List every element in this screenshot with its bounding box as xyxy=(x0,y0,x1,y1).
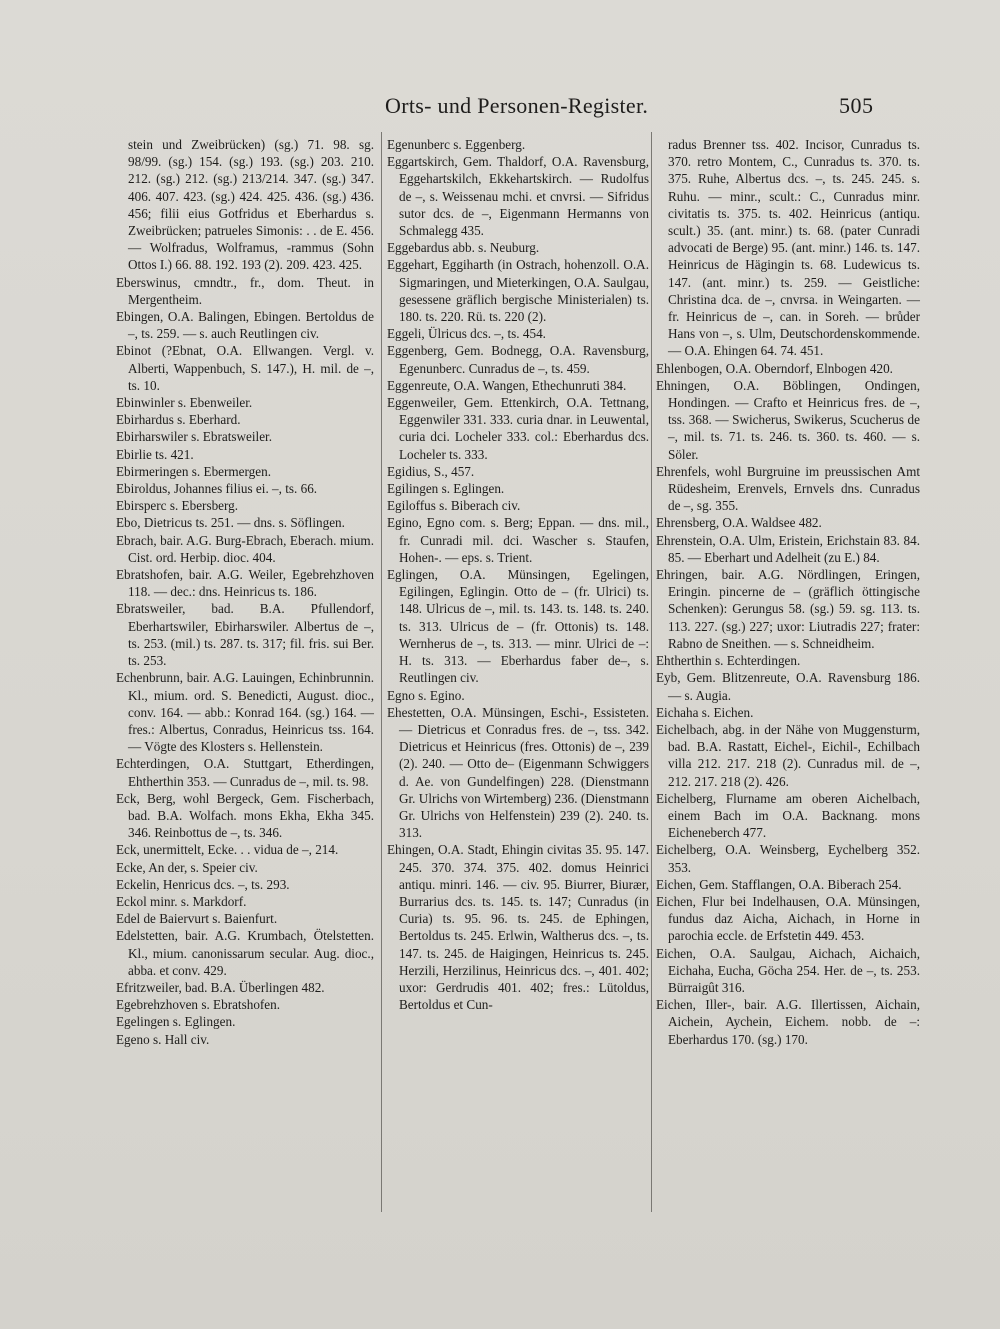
register-entry: Eichen, O.A. Saulgau, Aichach, Aichaich, Eichaha, Eucha, Göcha 254. Her. de –, ts. 253. Bürraigût 316. xyxy=(656,945,920,995)
register-entry: Egelingen s. Eglingen. xyxy=(116,1014,236,1030)
register-entry: Ebratshofen, bair. A.G. Weiler, Egebrehzhoven 118. — dec.: dns. Heinricus ts. 186. xyxy=(116,567,374,600)
register-entry: Ehingen, O.A. Stadt, Ehingin civitas 35. 95. 147. 245. 370. 374. 375. 402. domus Heinrici antiqu. minri. 146. — civ. 95. Biurrer, Biurær, Burrarius dcs. ts. 145. ts. 147; Cunradus (in Curia) ts. 95. 96. ts. 245. de Ephingen, Bertoldus ts. 245. Erlwin, Waltherus dcs. –, ts. 147. ts. 245. de Haigingen, Heinricus ts. 245. Herzili, Herzilinus, Heinricus dcs. –, 401. 402; uxor: Gerdrudis 401. 402; fres.: Lütoldus, Bertoldus et Cun- xyxy=(387,842,649,1013)
register-entry: Egiloffus s. Biberach civ. xyxy=(387,498,521,514)
register-entry: Eglingen, O.A. Münsingen, Egelingen, Egilingen, Eglingin. Otto de – (fr. Ulrici) ts. 148. Ulricus de –, mil. ts. 143. ts. 148. ts. 240. ts. 313. Ulricus de – (fr. Ottonis) ts. 148. Wernherus de –, ts. 313. — minr. Ulrici de –: H. ts. 313. — Eberhardus faber de–, s. Reutlingen civ. xyxy=(387,567,649,686)
register-entry: Eichelbach, abg. in der Nähe von Muggensturm, bad. B.A. Rastatt, Eichel-, Eichil-, Echilbach villa 212. 217. 218 (2). Cunradus mil. de –, 212. 217. 218 (2). 426. xyxy=(656,721,920,789)
register-entry: Eggenberg, Gem. Bodnegg, O.A. Ravensburg, Egenunberc. Cunradus de –, ts. 459. xyxy=(387,343,649,376)
register-entry: Ebirsperc s. Ebersberg. xyxy=(116,498,239,514)
register-entry: Efritzweiler, bad. B.A. Überlingen 482. xyxy=(116,979,325,995)
register-entry: Eggenreute, O.A. Wangen, Ethechunruti 384. xyxy=(387,377,627,393)
register-entry: Eyb, Gem. Blitzenreute, O.A. Ravensburg 186. — s. Augia. xyxy=(656,670,920,703)
page-number: 505 xyxy=(839,93,874,118)
register-entry: Eckelin, Henricus dcs. –, ts. 293. xyxy=(116,876,290,892)
register-entry: Echterdingen, O.A. Stuttgart, Etherdingen, Ehtherthin 353. — Cunradus de –, mil. ts. 98. xyxy=(116,756,374,789)
register-entry: Ebrach, bair. A.G. Burg-Ebrach, Eberach. mium. Cist. ord. Herbip. dioc. 404. xyxy=(116,532,374,565)
register-entry: Eck, Berg, wohl Bergeck, Gem. Fischerbach, bad. B.A. Wolfach. mons Ekha, Ekha 345. 346. Reinbottus de –, ts. 346. xyxy=(116,790,374,841)
register-entry: Egno s. Egino. xyxy=(387,687,465,703)
register-entry: Ehrenfels, wohl Burgruine im preussischen Amt Rüdesheim, Erenvels, Ernvels dns. Cunradus de –, sg. 355. xyxy=(656,463,920,514)
register-entry: Eberswinus, cmndtr., fr., dom. Theut. in Mergentheim. xyxy=(116,274,374,307)
register-entry: Ehtherthin s. Echterdingen. xyxy=(656,653,801,669)
register-entry: Eggebardus abb. s. Neuburg. xyxy=(387,240,540,256)
register-entry: Eichen, Gem. Stafflangen, O.A. Biberach 254. xyxy=(656,876,902,892)
register-entry: Eichelberg, Flurname am oberen Aichelbach, einem Bach im O.A. Backnang. mons Eicheneberch 477. xyxy=(656,790,920,841)
register-entry: Eichen, Flur bei Indelhausen, O.A. Münsingen, fundus daz Aicha, Aichach, in Horne in parochia eccle. de Erfstetin 449. 453. xyxy=(656,893,920,944)
register-entry: Edelstetten, bair. A.G. Krumbach, Ötelstetten. Kl., mium. canonissarum secular. Aug. dioc., abba. et conv. 429. xyxy=(116,928,374,978)
register-entry: Ehrensberg, O.A. Waldsee 482. xyxy=(656,515,822,531)
register-entry: Eggehart, Eggiharth (in Ostrach, hohenzoll. O.A. Sigmaringen, und Mieterkingen, O.A. Saulgau, gesessene gräflich bergische Ministerialen) ts. 180. ts. 220. Rü. ts. 220 (2). xyxy=(387,257,649,325)
register-entry: Egebrehzhoven s. Ebratshofen. xyxy=(116,997,281,1013)
register-entry: Eggeli, Ülricus dcs. –, ts. 454. xyxy=(387,326,546,342)
register-entry: Ebingen, O.A. Balingen, Ebingen. Bertoldus de –, ts. 259. — s. auch Reutlingen civ. xyxy=(116,309,374,342)
register-entry: Eichaha s. Eichen. xyxy=(656,704,754,720)
register-entry: Egilingen s. Eglingen. xyxy=(387,481,505,497)
register-entry: Ehningen, O.A. Böblingen, Ondingen, Hondingen. — Crafto et Heinricus fres. de –, tss. 368. — Swicherus, Swikerus, Scucherus de –, mil. ts. 71. ts. 246. ts. 360. ts. 460. — s. Söler. xyxy=(656,377,920,462)
register-entry: Echenbrunn, bair. A.G. Lauingen, Echinbrunnin. Kl., mium. ord. S. Benedicti, August. dioc., conv. 164. — abb.: Konrad 164. (sg.) 164. — fres.: Albertus, Conradus, Heinricus tss. 164. — Vögte des Klosters s. Hellenstein. xyxy=(116,670,374,755)
column-rule xyxy=(381,132,382,1212)
register-entry: Edel de Baiervurt s. Baienfurt. xyxy=(116,911,278,927)
register-entry: Ebratsweiler, bad. B.A. Pfullendorf, Eberhartswiler, Ebirharswiler. Albertus de –, ts. 253. (mil.) ts. 287. ts. 317; fil. fris. sui Ber. ts. 253. xyxy=(116,601,374,669)
register-entry: Ehringen, bair. A.G. Nördlingen, Eringen, Eringin. pincerne de – (gräflich öttingische Schenken): Gerungus 58. (sg.) 59. sg. 113. ts. 113. 227. (sg.) 227; uxor: Liutradis 227; frater: Rabno de Sneithen. — s. Schneidheim. xyxy=(656,567,920,651)
register-entry: Egeno s. Hall civ. xyxy=(116,1031,210,1047)
register-entry: Eichen, Iller-, bair. A.G. Illertissen, Aichain, Aichein, Aychein, Eichem. nobb. de –: Eberhardus 170. (sg.) 170. xyxy=(656,997,920,1047)
register-entry: stein und Zweibrücken) (sg.) 71. 98. sg. 98/99. (sg.) 154. (sg.) 193. (sg.) 203. 210. 212. (sg.) 212. (sg.) 213/214. 347. (sg.) 347. 406. 407. 423. (sg.) 424. 425. 436. (sg.) 436. 456; filii eius Gotfridus et Eberhardus s. Zweibrücken; patrueles Simonis: . . de E. 456. — Wolfradus, Wolframus, -rammus (Sohn Ottos I.) 66. 88. 192. 193 (2). 209. 423. 425. xyxy=(128,137,374,273)
register-entry: Eckol minr. s. Markdorf. xyxy=(116,893,247,909)
register-entry: Ehlenbogen, O.A. Oberndorf, Elnbogen 420. xyxy=(656,360,893,376)
register-entry: Eggenweiler, Gem. Ettenkirch, O.A. Tettnang, Eggenwiler 331. 333. curia dnar. in Leuwental, curia dci. Locheler 333. col.: Eberhardus dcs. Locheler ts. 333. xyxy=(387,395,649,462)
register-entry: Ebiroldus, Johannes filius ei. –, ts. 66. xyxy=(116,481,318,497)
register-entry: Ebirlie ts. 421. xyxy=(116,446,194,462)
register-entry: Ebinot (?Ebnat, O.A. Ellwangen. Vergl. v. Alberti, Wappenbuch, S. 147.), H. mil. de –, ts. 10. xyxy=(116,343,374,393)
register-entry: Ebirhardus s. Eberhard. xyxy=(116,412,241,428)
register-entry: radus Brenner tss. 402. Incisor, Cunradus ts. 370. retro Montem, C., Cunradus ts. 370. ts. 375. Ruhe, Albertus dcs. –, ts. 245. 245. s. Ruhu. — minr., scult.: C., Cunradus minr. civitatis ts. 375. ts. 402. Heinricus (antiqu. scult.) 35. (ant. minr.) ts. 68. (pater Cunradi advocati de Berge) 95. (ant. minr.) 146. ts. 147. Heinricus de Hägingin ts. 68. Ludewicus ts. 147. (ant. minr.) ts. 259. — Geistliche: Christina dca. de –, cnvrsa. in Weingarten. — fr. Heinricus de –, can. in Soreh. — brůder Hans von –, s. Ulm, Deutschordenskommende. — O.A. Ehingen 64. 74. 451. xyxy=(668,137,920,359)
register-entry: Ecke, An der, s. Speier civ. xyxy=(116,859,258,875)
register-column-1 xyxy=(116,136,374,1048)
register-entry: Eichelberg, O.A. Weinsberg, Eychelberg 352. 353. xyxy=(656,842,920,875)
register-entry: Eck, unermittelt, Ecke. . . vidua de –, 214. xyxy=(116,842,339,858)
register-entry: Eggartskirch, Gem. Thaldorf, O.A. Ravensburg, Eggehartskilch, Ekkehartskirch. — Rudolfus de –, s. Weissenau mchi. et cnvrsi. — Sifridus sutor dcs. de –, Eigenmann Hermanns von Schmalegg 435. xyxy=(387,154,649,239)
register-entry: Ebirmeringen s. Ebermergen. xyxy=(116,463,272,479)
register-entry: Ebinwinler s. Ebenweiler. xyxy=(116,395,253,411)
register-entry: Ebo, Dietricus ts. 251. — dns. s. Söflingen. xyxy=(116,515,345,531)
column-rule xyxy=(651,132,652,1212)
register-entry: Egino, Egno com. s. Berg; Eppan. — dns. mil., fr. Cunradi mil. dci. Wascher s. Staufen, Hohen-. — eps. s. Trient. xyxy=(387,515,649,565)
register-entry: Egidius, S., 457. xyxy=(387,463,475,479)
register-column-2 xyxy=(387,136,649,1013)
register-entry: Ebirharswiler s. Ebratsweiler. xyxy=(116,429,273,445)
running-title: Orts- und Personen-Register. xyxy=(385,93,649,118)
register-entry: Ehrenstein, O.A. Ulm, Eristein, Erichstain 83. 84. 85. — Eberhart und Adelheit (zu E.) 84. xyxy=(656,532,920,565)
register-entry: Egenunberc s. Eggenberg. xyxy=(387,137,526,152)
register-column-3 xyxy=(656,136,920,1048)
register-entry: Ehestetten, O.A. Münsingen, Eschi-, Essisteten. — Dietricus et Conradus fres. de –, tss. 342. Dietricus et Heinricus (fres. Ottonis) de –, 239 (2). 240. — Otto de– (Eigenmann Schwiggers d. Ae. von Gundelfingen) 228. (Dienstmann Gr. Ulrichs von Wirtemberg) 236. (Dienstmann Gr. Ulrichs von Helfenstein) 239 (2). 240. ts. 313. xyxy=(387,704,649,841)
